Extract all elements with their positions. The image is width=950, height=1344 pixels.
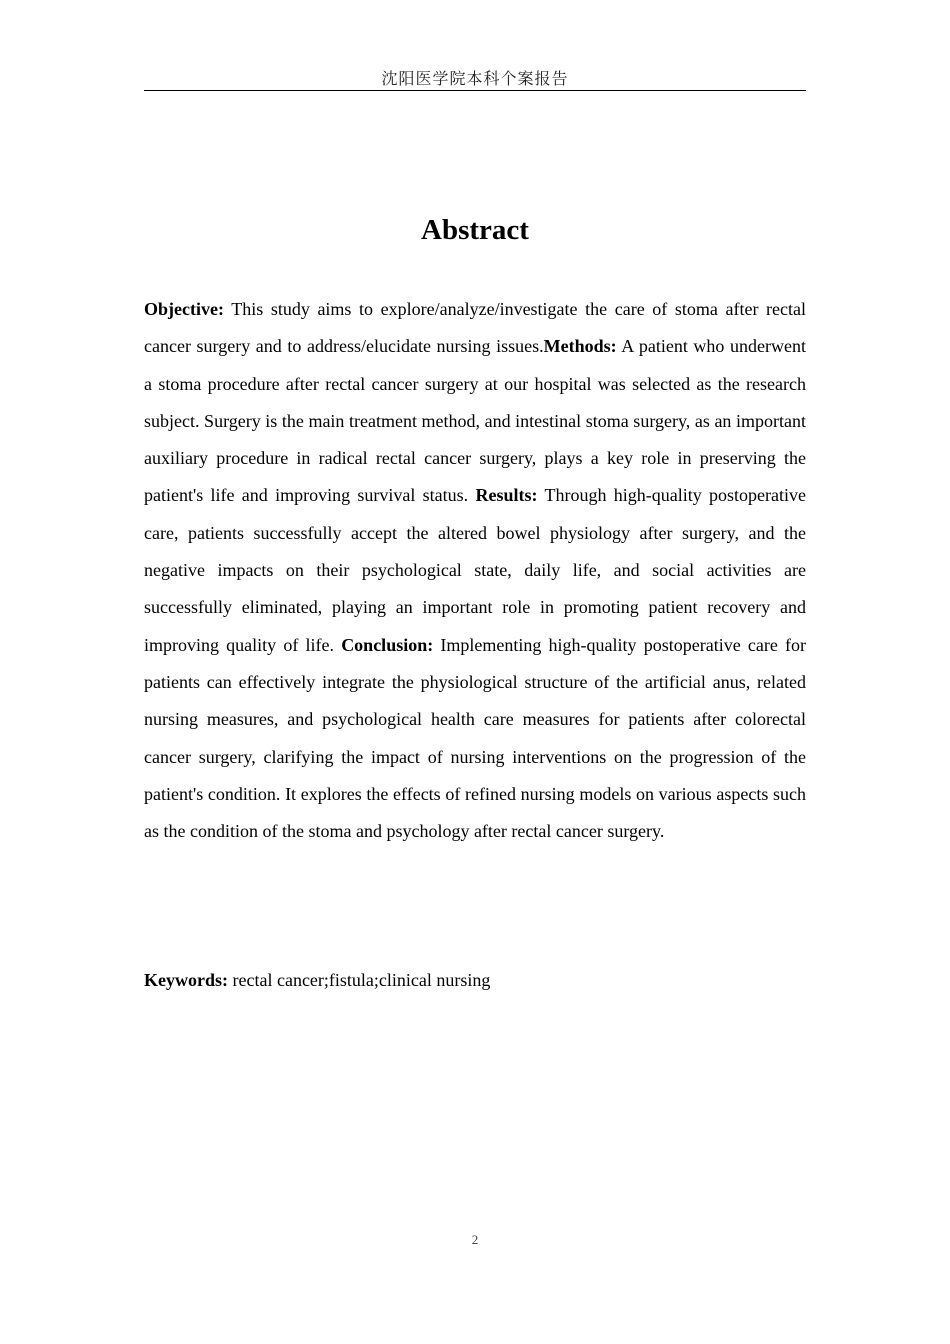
abstract-heading: Abstract (421, 214, 529, 246)
methods-label: Methods: (543, 336, 617, 357)
conclusion-label: Conclusion: (341, 634, 434, 655)
objective-label: Objective: (144, 299, 224, 319)
results-text: Through high-quality postoperative care, patients successfully accept the altered bowel physiology after surgery, and the negative impacts on their psychological state, daily life, and social activities are successfully eliminated, playing an important role in promoting patient recovery and improving quality of life. (144, 485, 806, 655)
keywords-text: rectal cancer;fistula;clinical nursing (228, 970, 491, 990)
keywords-line (144, 962, 806, 999)
abstract-paragraph (144, 291, 806, 850)
results-label: Results: (475, 485, 538, 506)
page-number: 2 (471, 1232, 479, 1247)
header-title: 沈阳医学院本科个案报告 (381, 69, 569, 88)
keywords-label: Keywords: (144, 970, 228, 990)
page-header (144, 68, 806, 91)
objective-text: This study aims to explore/analyze/investigate the care of stoma after rectal cancer surgery and to address/elucidate nursing issues. (144, 299, 806, 357)
methods-text: A patient who underwent a stoma procedure after rectal cancer surgery at our hospital was selected as the research subject. Surgery is the main treatment method, and intestinal stoma surgery, as an important auxiliary procedure in radical rectal cancer surgery, plays a key role in preserving the patient's life and improving survival status. (144, 336, 807, 506)
conclusion-text: Implementing high-quality postoperative care for patients can effectively integrate the physiological structure of the artificial anus, related nursing measures, and psychological health care measures for patients after colorectal cancer surgery, clarifying the impact of nursing interventions on the progression of the patient's condition. It explores the effects of refined nursing models on various aspects such as the condition of the stoma and psychology after rectal cancer surgery. (144, 634, 806, 842)
